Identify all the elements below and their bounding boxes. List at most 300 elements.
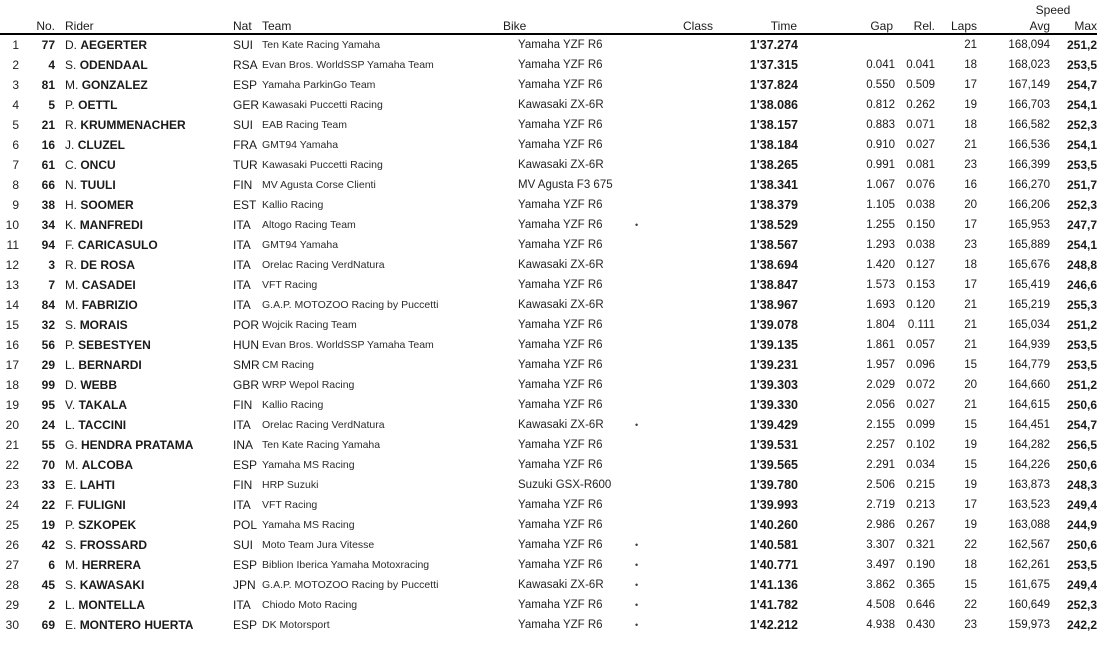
team-cell: GMT94 Yamaha [262,239,339,251]
avg-speed-cell: 162,261 [1008,559,1050,571]
max-speed-cell: 248,8 [1066,258,1098,272]
class-marker-cell [615,235,715,255]
team-cell: GMT94 Yamaha [262,139,339,151]
rider-initial: S. [65,538,77,552]
race-number-cell: 22 [41,498,55,512]
relative-gap-cell: 0.057 [906,339,935,351]
race-number-cell: 16 [41,138,55,152]
class-marker-cell [615,295,715,315]
position-cell: 9 [12,198,19,212]
race-number-cell: 66 [41,178,55,192]
max-speed-cell: 252,3 [1066,598,1098,612]
laps-cell: 15 [964,419,977,431]
nationality-cell: ITA [233,278,251,292]
result-row [0,455,1097,475]
nationality-cell: ITA [233,258,251,272]
nationality-cell: GBR [233,378,260,392]
rider-name-cell [58,595,233,615]
result-row [0,415,1097,435]
class-marker-cell [615,495,715,515]
position-cell: 16 [5,338,19,352]
relative-gap-cell: 0.038 [906,239,935,251]
rider-name-cell [58,175,233,195]
rider-surname: MONTELLA [78,598,146,612]
nationality-cell: ESP [233,78,258,92]
best-time-cell: 1'39.135 [749,338,798,352]
rider-initial: R. [65,118,77,132]
rider-surname: FULIGNI [77,498,126,512]
rider-initial: H. [65,198,77,212]
class-marker-cell: • [635,220,639,230]
team-cell: Altogo Racing Team [262,219,356,231]
laps-cell: 19 [964,439,977,451]
position-cell: 26 [5,538,19,552]
team-cell: MV Agusta Corse Clienti [262,179,376,191]
result-row [0,215,1097,235]
time-header: Time [715,17,800,34]
best-time-cell: 1'38.529 [749,218,798,232]
best-time-cell: 1'39.330 [749,398,798,412]
gap-cell: 0.041 [866,59,895,71]
max-speed-cell: 252,3 [1066,198,1098,212]
rider-name-cell [58,215,233,235]
best-time-cell: 1'39.303 [749,378,798,392]
rider-initial: S. [65,578,77,592]
rider-surname: TACCINI [78,418,127,432]
rider-initial: S. [65,318,77,332]
laps-cell: 20 [964,379,977,391]
rider-initial: M. [65,78,79,92]
rider-surname: HERRERA [81,558,142,572]
gap-cell: 2.986 [866,519,895,531]
laps-cell: 22 [964,539,977,551]
max-speed-cell: 251,2 [1066,318,1098,332]
bike-cell: Yamaha YZF R6 [518,219,603,231]
rider-name-cell [58,435,233,455]
avg-speed-cell: 165,034 [1008,319,1050,331]
nat-header: Nat [233,17,262,34]
max-speed-cell: 250,6 [1066,538,1098,552]
result-row [0,135,1097,155]
relative-gap-cell: 0.267 [906,519,935,531]
avg-speed-cell: 165,419 [1008,279,1050,291]
avg-speed-cell: 163,088 [1008,519,1050,531]
laps-cell: 17 [964,219,977,231]
nationality-cell: SUI [233,38,254,52]
rider-surname: SZKOPEK [78,518,137,532]
bike-cell: Yamaha YZF R6 [518,139,603,151]
class-marker-cell [615,395,715,415]
relative-gap-cell: 0.071 [906,119,935,131]
avg-speed-cell: 161,675 [1008,579,1050,591]
nationality-cell: GER [233,98,260,112]
rider-surname: CLUZEL [77,138,126,152]
rider-surname: ALCOBA [81,458,134,472]
max-speed-cell: 253,5 [1066,558,1098,572]
rider-initial: D. [65,378,77,392]
nationality-cell: ITA [233,238,251,252]
relative-gap-cell: 0.153 [906,279,935,291]
max-speed-cell: 246,6 [1066,278,1098,292]
rider-name-cell [58,395,233,415]
result-row [0,175,1097,195]
rider-initial: E. [65,478,77,492]
max-speed-cell: 256,5 [1066,438,1098,452]
speed-header-spacer [0,2,977,17]
max-speed-cell: 253,5 [1066,58,1098,72]
gap-cell: 2.056 [866,399,895,411]
rider-name-cell [58,75,233,95]
max-speed-cell: 249,4 [1066,498,1098,512]
team-cell: VFT Racing [262,499,318,511]
bike-cell: Suzuki GSX-R600 [518,479,612,491]
laps-cell: 20 [964,199,977,211]
nationality-cell: POL [233,518,258,532]
rider-name-cell [58,315,233,335]
relative-gap-cell: 0.120 [906,299,935,311]
gap-cell: 2.029 [866,379,895,391]
avg-speed-cell: 163,523 [1008,499,1050,511]
max-speed-cell: 254,7 [1066,78,1098,92]
best-time-cell: 1'38.157 [749,118,798,132]
avg-speed-cell: 164,939 [1008,339,1050,351]
race-number-cell: 38 [41,198,55,212]
bike-cell: Kawasaki ZX-6R [518,159,604,171]
gap-cell: 2.506 [866,479,895,491]
avg-speed-cell: 166,582 [1008,119,1050,131]
gap-cell: 0.910 [866,139,895,151]
laps-cell: 21 [964,299,977,311]
relative-gap-cell: 0.038 [906,199,935,211]
rider-name-cell [58,615,233,635]
race-number-cell: 81 [41,78,55,92]
laps-cell: 15 [964,459,977,471]
no-header: No. [20,17,58,34]
max-speed-cell: 251,2 [1066,38,1098,52]
team-cell: Kallio Racing [262,199,324,211]
relative-gap-cell: 0.111 [907,319,935,331]
rider-surname: SEBESTYEN [78,338,151,352]
laps-cell: 21 [964,319,977,331]
position-cell: 28 [5,578,19,592]
position-cell: 7 [12,158,19,172]
bike-cell: Yamaha YZF R6 [518,79,603,91]
rider-name-cell [58,575,233,595]
laps-cell: 19 [964,479,977,491]
nationality-cell: ESP [233,618,258,632]
nationality-cell: SMR [233,358,260,372]
rider-name-cell [58,495,233,515]
relative-gap-cell: 0.262 [906,99,935,111]
rider-name-cell [58,335,233,355]
rider-name-cell [58,55,233,75]
result-row [0,275,1097,295]
gap-cell: 1.693 [866,299,895,311]
team-cell: Yamaha MS Racing [262,459,355,471]
class-marker-cell: • [635,620,639,630]
position-cell: 29 [5,598,19,612]
avg-speed-cell: 165,953 [1008,219,1050,231]
laps-cell: 17 [964,79,977,91]
gap-cell: 1.255 [866,219,895,231]
position-cell: 3 [12,78,19,92]
laps-cell: 17 [964,279,977,291]
laps-cell: 21 [964,39,977,51]
team-cell: VFT Racing [262,279,318,291]
relative-gap-cell: 0.034 [906,459,935,471]
bike-cell: Yamaha YZF R6 [518,359,603,371]
max-speed-cell: 252,3 [1066,118,1098,132]
laps-cell: 23 [964,619,977,631]
rider-initial: P. [65,338,75,352]
relative-gap-cell: 0.213 [906,499,935,511]
table-header [0,2,1097,34]
class-marker-cell: • [635,580,639,590]
max-speed-cell: 250,6 [1066,458,1098,472]
class-marker-cell [615,155,715,175]
best-time-cell: 1'38.967 [749,298,798,312]
team-cell: Wojcik Racing Team [262,319,357,331]
best-time-cell: 1'40.581 [749,538,798,552]
gap-cell: 0.550 [866,79,895,91]
race-number-cell: 77 [41,38,55,52]
avg-speed-cell: 166,703 [1008,99,1050,111]
bike-cell: Yamaha YZF R6 [518,319,603,331]
gap-cell: 1.957 [866,359,895,371]
rider-initial: J. [65,138,75,152]
relative-gap-cell: 0.099 [906,419,935,431]
column-header-row [0,17,1097,34]
result-row [0,475,1097,495]
relative-gap-cell: 0.646 [906,599,935,611]
rider-surname: CASADEI [81,278,136,292]
gap-cell: 0.991 [866,159,895,171]
gap-cell: 3.307 [866,539,895,551]
avg-speed-cell: 166,206 [1008,199,1050,211]
rider-surname: KRUMMENACHER [80,118,186,132]
best-time-cell: 1'39.993 [749,498,798,512]
team-cell: Kawasaki Puccetti Racing [262,159,383,171]
race-number-cell: 34 [41,218,55,232]
position-cell: 23 [5,478,19,492]
bike-cell: MV Agusta F3 675 [518,179,613,191]
nationality-cell: SUI [233,538,254,552]
nationality-cell: ITA [233,498,251,512]
bike-cell: Kawasaki ZX-6R [518,579,604,591]
max-speed-cell: 251,2 [1066,378,1098,392]
result-row [0,575,1097,595]
best-time-cell: 1'38.086 [749,98,798,112]
class-marker-cell [615,95,715,115]
result-row [0,235,1097,255]
result-row [0,295,1097,315]
class-marker-cell [615,455,715,475]
class-header: Class [615,17,715,34]
bike-cell: Yamaha YZF R6 [518,279,603,291]
result-row [0,515,1097,535]
class-marker-cell [615,75,715,95]
gap-cell: 4.508 [866,599,895,611]
team-cell: Moto Team Jura Vitesse [262,539,375,551]
laps-cell: 18 [964,559,977,571]
race-number-cell: 84 [41,298,55,312]
class-marker-cell [615,115,715,135]
avg-speed-cell: 168,094 [1008,39,1050,51]
laps-cell: 19 [964,519,977,531]
rider-surname: TAKALA [78,398,128,412]
class-marker-cell [615,315,715,335]
team-cell: Ten Kate Racing Yamaha [262,439,381,451]
gap-cell: 1.804 [866,319,895,331]
nationality-cell: ITA [233,598,251,612]
nationality-cell: EST [233,198,257,212]
relative-gap-cell: 0.072 [906,379,935,391]
position-cell: 13 [5,278,19,292]
race-number-cell: 33 [41,478,55,492]
race-number-cell: 5 [48,98,55,112]
max-speed-cell: 255,3 [1066,298,1098,312]
rider-name-cell [58,195,233,215]
position-cell: 30 [5,618,19,632]
laps-cell: 23 [964,239,977,251]
team-cell: Orelac Racing VerdNatura [262,259,385,271]
result-row [0,375,1097,395]
bike-cell: Yamaha YZF R6 [518,119,603,131]
position-cell: 24 [5,498,19,512]
result-row [0,75,1097,95]
race-number-cell: 19 [41,518,55,532]
best-time-cell: 1'42.212 [749,618,798,632]
rider-initial: F. [65,498,75,512]
avg-speed-cell: 160,649 [1008,599,1050,611]
position-cell: 25 [5,518,19,532]
rider-surname: MANFREDI [79,218,144,232]
result-row [0,155,1097,175]
avg-speed-cell: 165,219 [1008,299,1050,311]
result-row [0,595,1097,615]
team-cell: EAB Racing Team [262,119,348,131]
class-marker-cell [615,175,715,195]
gap-cell: 3.862 [866,579,895,591]
bike-cell: Kawasaki ZX-6R [518,259,604,271]
team-cell: Ten Kate Racing Yamaha [262,39,381,51]
rider-initial: G. [65,438,78,452]
nationality-cell: FRA [233,138,257,152]
position-cell: 27 [5,558,19,572]
class-marker-cell [615,275,715,295]
team-cell: WRP Wepol Racing [262,379,355,391]
team-cell: Orelac Racing VerdNatura [262,419,385,431]
max-speed-cell: 253,5 [1066,158,1098,172]
relative-gap-cell: 0.150 [906,219,935,231]
gap-cell: 2.291 [866,459,895,471]
gap-cell: 4.938 [866,619,895,631]
rider-name-cell [58,95,233,115]
bike-cell: Yamaha YZF R6 [518,439,603,451]
gap-header: Gap [800,17,897,34]
best-time-cell: 1'39.231 [749,358,798,372]
best-time-cell: 1'38.847 [749,278,798,292]
best-time-cell: 1'41.136 [749,578,798,592]
result-row [0,355,1097,375]
avg-speed-header: Avg [977,17,1051,34]
result-row [0,95,1097,115]
max-speed-cell: 247,7 [1066,218,1098,232]
rider-name-cell [58,535,233,555]
result-row [0,495,1097,515]
rider-initial: L. [65,418,76,432]
rider-name-cell [58,34,233,55]
gap-cell: 0.883 [866,119,895,131]
best-time-cell: 1'41.782 [749,598,798,612]
rider-surname: HENDRA PRATAMA [81,438,194,452]
nationality-cell: FIN [233,398,253,412]
max-speed-cell: 254,1 [1066,98,1098,112]
class-marker-cell [615,195,715,215]
result-row [0,255,1097,275]
result-row [0,315,1097,335]
rider-name-cell [58,355,233,375]
position-cell: 1 [12,38,19,52]
nationality-cell: HUN [233,338,259,352]
relative-gap-cell: 0.509 [906,79,935,91]
relative-gap-cell: 0.096 [906,359,935,371]
class-marker-cell [615,55,715,75]
rider-surname: WEBB [80,378,118,392]
race-number-cell: 2 [48,598,55,612]
class-marker-cell [615,34,715,55]
team-cell: Evan Bros. WorldSSP Yamaha Team [262,339,434,351]
rider-initial: K. [65,218,77,232]
best-time-cell: 1'40.260 [749,518,798,532]
position-cell: 15 [5,318,19,332]
laps-cell: 18 [964,259,977,271]
team-header: Team [262,17,503,34]
class-marker-cell: • [635,560,639,570]
result-row [0,115,1097,135]
position-cell: 17 [5,358,19,372]
relative-gap-cell: 0.127 [906,259,935,271]
gap-cell: 2.719 [866,499,895,511]
rider-surname: LAHTI [79,478,116,492]
best-time-cell: 1'39.531 [749,438,798,452]
avg-speed-cell: 166,399 [1008,159,1050,171]
rider-surname: SOOMER [80,198,134,212]
table-body [0,34,1097,635]
bike-cell: Yamaha YZF R6 [518,59,603,71]
rider-name-cell [58,255,233,275]
bike-cell: Yamaha YZF R6 [518,199,603,211]
class-marker-cell [615,435,715,455]
bike-cell: Yamaha YZF R6 [518,239,603,251]
max-speed-cell: 254,1 [1066,238,1098,252]
max-speed-cell: 254,7 [1066,418,1098,432]
race-number-cell: 45 [41,578,55,592]
nationality-cell: ITA [233,218,251,232]
nationality-cell: FIN [233,178,253,192]
team-cell: G.A.P. MOTOZOO Racing by Puccetti [262,299,439,311]
nationality-cell: FIN [233,478,253,492]
class-marker-cell [615,355,715,375]
class-marker-cell: • [635,420,639,430]
nationality-cell: TUR [233,158,258,172]
bike-cell: Yamaha YZF R6 [518,39,603,51]
rider-surname: MONTERO HUERTA [79,618,194,632]
pos-header [0,17,20,34]
rider-initial: P. [65,518,75,532]
relative-gap-cell: 0.365 [906,579,935,591]
bike-cell: Kawasaki ZX-6R [518,299,604,311]
